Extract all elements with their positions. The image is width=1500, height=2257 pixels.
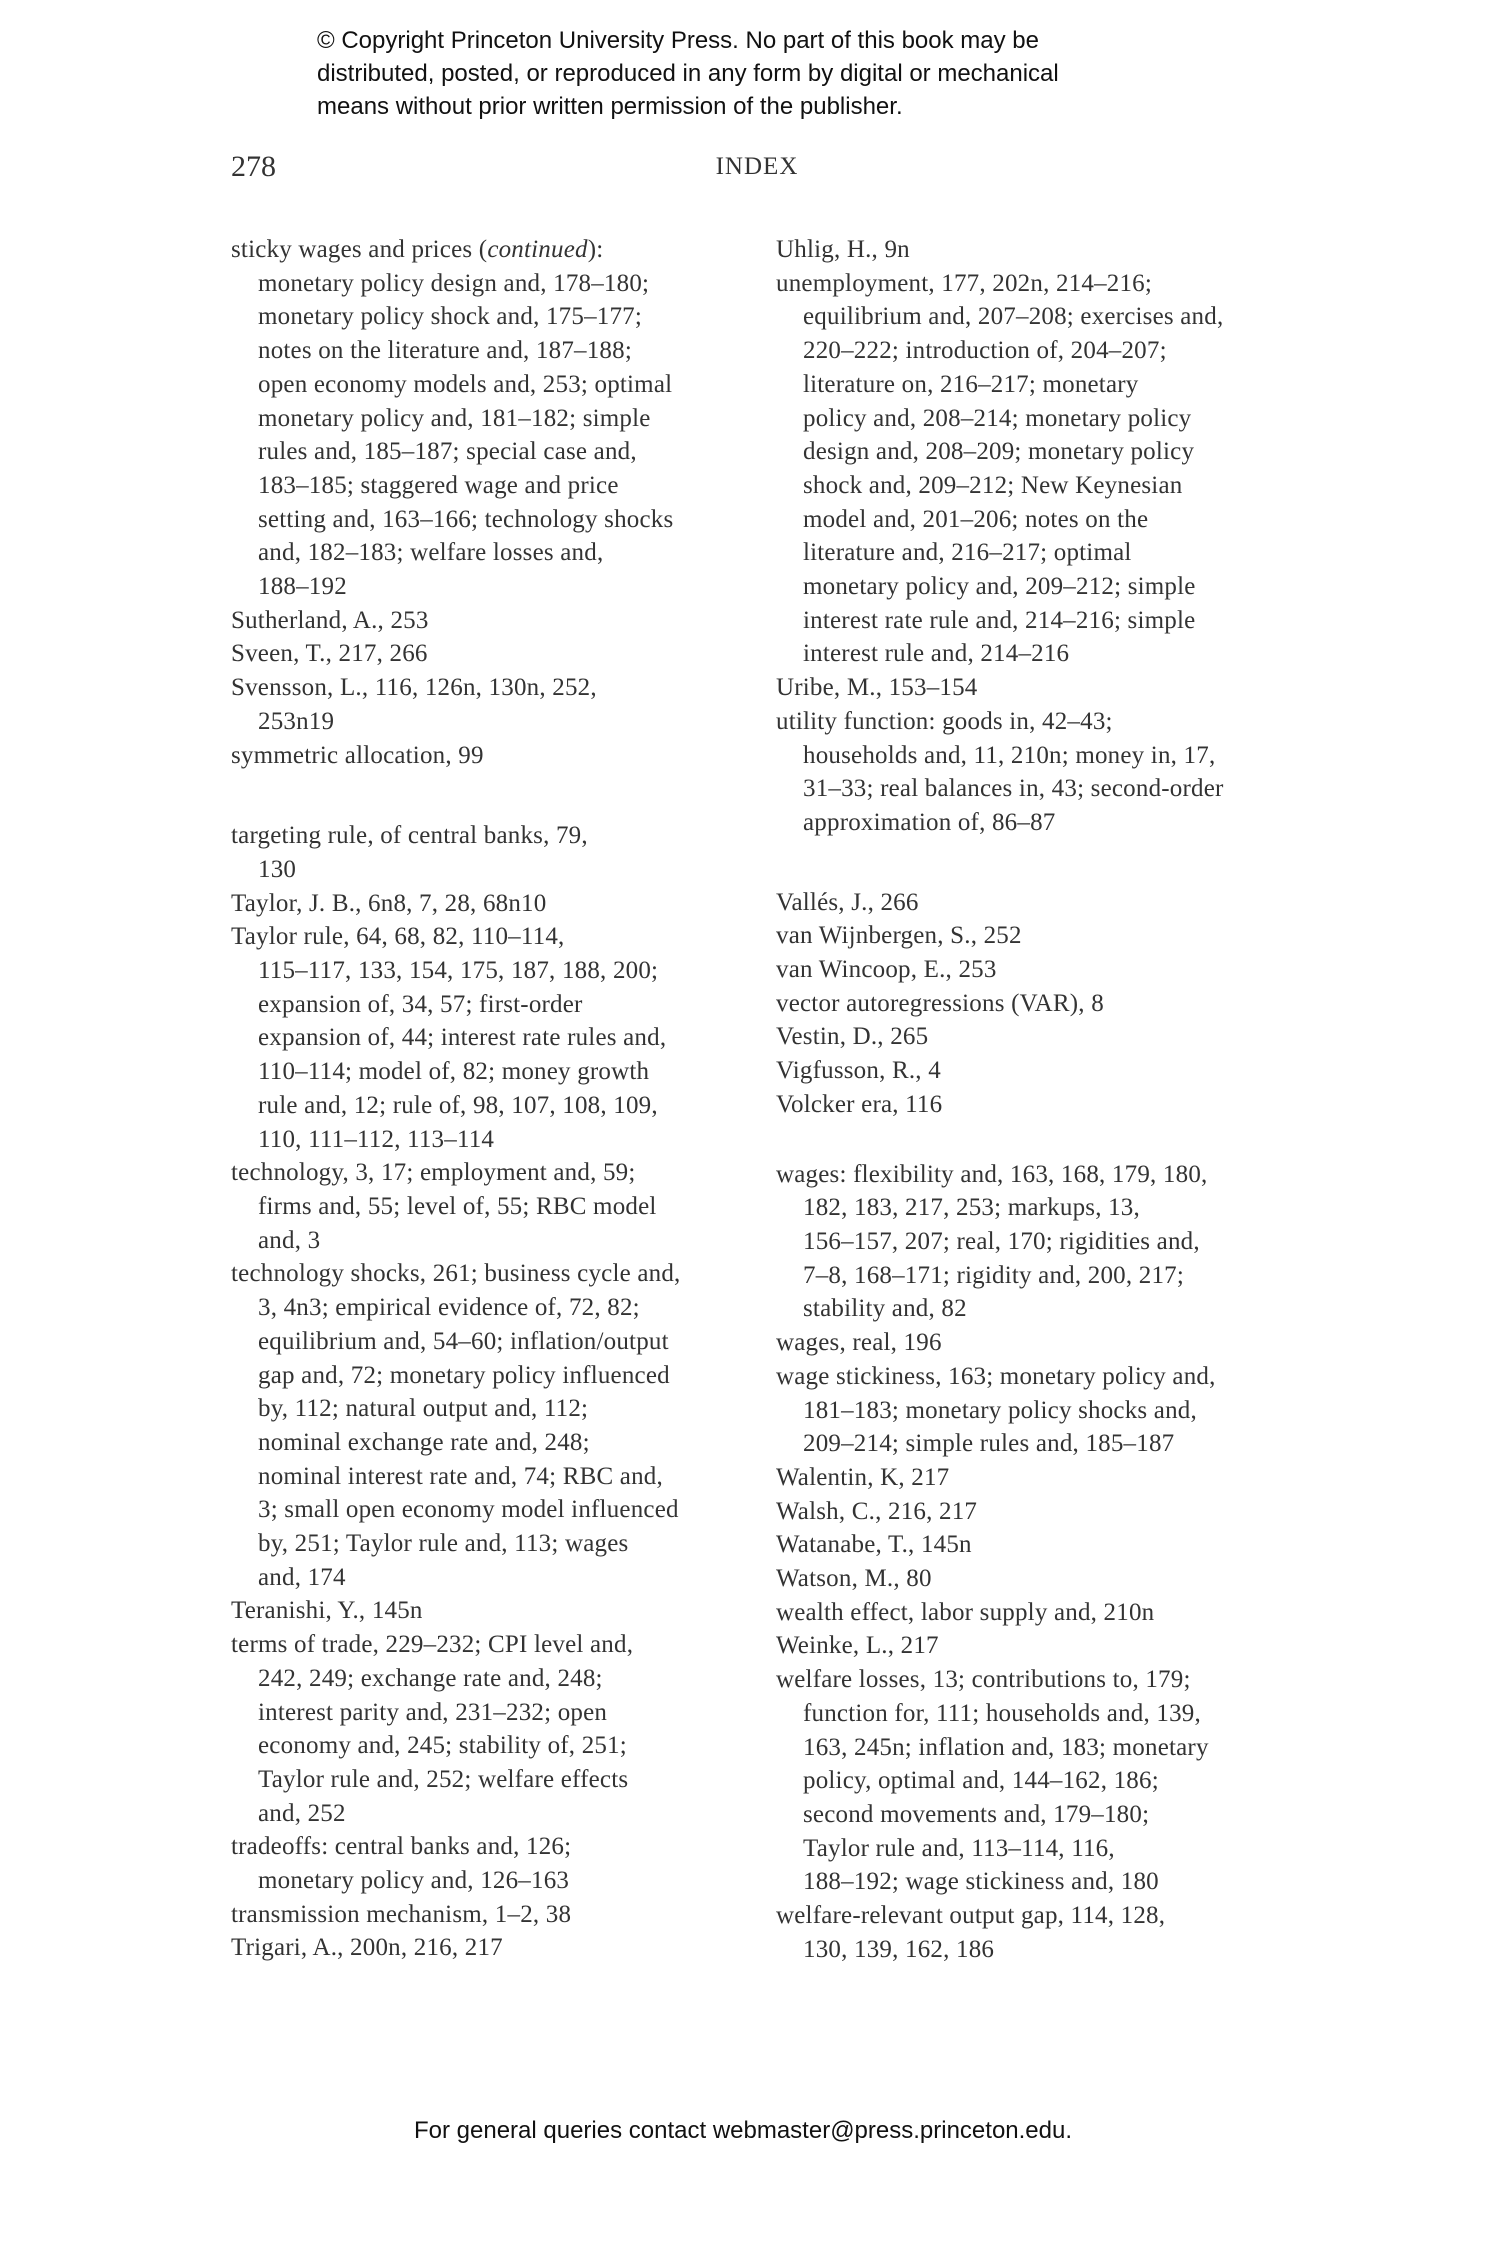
index-entry-subline: 110, 111–112, 113–114 <box>258 1125 495 1153</box>
index-entry <box>231 1594 761 1628</box>
index-entry-subline: gap and, 72; monetary policy influenced <box>258 1361 670 1389</box>
index-entry-heading: Uhlig, H., 9n <box>776 236 910 263</box>
index-entry-subline: literature on, 216–217; monetary <box>803 370 1139 398</box>
index-entry <box>776 705 1306 840</box>
index-entry-heading: transmission mechanism, 1–2, 38 <box>231 1900 572 1928</box>
entry-text: ): <box>587 236 604 263</box>
index-entry-heading: wages, real, 196 <box>776 1329 942 1357</box>
index-entry-subline: 115–117, 133, 154, 175, 187, 188, 200; <box>258 957 659 985</box>
index-entry-heading: tradeoffs: central banks and, 126; <box>231 1833 572 1861</box>
index-entry <box>231 1257 761 1594</box>
section-gap <box>776 1122 1306 1158</box>
index-entry <box>776 1088 1306 1122</box>
index-entry-subline: and, 174 <box>258 1563 346 1591</box>
index-entry <box>776 1596 1306 1630</box>
index-entry-subline: nominal interest rate and, 74; RBC and, <box>258 1462 663 1490</box>
index-entry-heading: Teranishi, Y., 145n <box>231 1597 423 1625</box>
index-entry-subline: by, 112; natural output and, 112; <box>258 1395 589 1423</box>
index-entry <box>776 671 1306 705</box>
index-entry-heading: Vigfusson, R., 4 <box>776 1057 941 1085</box>
index-entry <box>776 1020 1306 1054</box>
copyright-notice <box>317 24 1059 123</box>
index-entry-subline: rules and, 185–187; special case and, <box>258 438 637 466</box>
index-entry <box>231 1628 761 1830</box>
index-entry-heading: terms of trade, 229–232; CPI level and, <box>231 1631 634 1659</box>
entry-text: sticky wages and prices ( <box>231 236 488 263</box>
index-entry-subline: setting and, 163–166; technology shocks <box>258 505 674 533</box>
index-entry <box>776 987 1306 1021</box>
index-entry <box>776 233 1306 267</box>
index-entry-subline: second movements and, 179–180; <box>803 1800 1150 1828</box>
section-gap <box>231 772 761 819</box>
index-entry-subline: by, 251; Taylor rule and, 113; wages <box>258 1530 629 1558</box>
index-entry-subline: 209–214; simple rules and, 185–187 <box>803 1430 1175 1458</box>
running-head: INDEX <box>715 153 799 180</box>
index-entry-subline: Taylor rule and, 252; welfare effects <box>258 1765 629 1793</box>
page-number: 278 <box>231 150 276 183</box>
index-entry-subline: 130, 139, 162, 186 <box>803 1935 995 1963</box>
index-entry <box>231 233 761 604</box>
index-entry-subline: and, 182–183; welfare losses and, <box>258 539 604 567</box>
index-entry-subline: 31–33; real balances in, 43; second-order <box>803 775 1224 803</box>
index-entry-subline: notes on the literature and, 187–188; <box>258 337 632 365</box>
index-entry <box>776 1326 1306 1360</box>
index-entry-subline: nominal exchange rate and, 248; <box>258 1428 590 1456</box>
index-entry <box>776 1461 1306 1495</box>
index-entry-heading: Watanabe, T., 145n <box>776 1531 972 1559</box>
index-entry <box>231 920 761 1156</box>
index-entry <box>231 604 761 638</box>
index-entry-subline: 7–8, 168–171; rigidity and, 200, 217; <box>803 1261 1184 1289</box>
index-entry <box>231 1830 761 1897</box>
index-entry <box>776 1360 1306 1461</box>
index-entry <box>231 739 761 773</box>
index-entry-heading: welfare-relevant output gap, 114, 128, <box>776 1902 1166 1930</box>
index-entry <box>231 671 761 738</box>
index-entry-subline: Taylor rule and, 113–114, 116, <box>803 1834 1115 1862</box>
index-entry-subline: policy, optimal and, 144–162, 186; <box>803 1767 1159 1795</box>
index-entry-subline: 188–192 <box>258 573 347 601</box>
index-entry-subline: firms and, 55; level of, 55; RBC model <box>258 1192 657 1220</box>
index-entry <box>231 1898 761 1932</box>
index-entry-heading: Watson, M., 80 <box>776 1565 932 1593</box>
index-entry-heading: technology shocks, 261; business cycle and, <box>231 1260 681 1288</box>
index-entry-heading: Volcker era, 116 <box>776 1090 943 1118</box>
index-column-left <box>231 233 761 1965</box>
index-column-right <box>776 233 1306 1966</box>
index-entry <box>776 1054 1306 1088</box>
index-entry-subline: 242, 249; exchange rate and, 248; <box>258 1664 603 1692</box>
index-entry-subline: interest rate rule and, 214–216; simple <box>803 606 1196 634</box>
copyright-line: distributed, posted, or reproduced in any form by digital or mechanical <box>317 60 1059 87</box>
index-entry-subline: 163, 245n; inflation and, 183; monetary <box>803 1733 1209 1761</box>
index-entry <box>231 1156 761 1257</box>
index-entry-subline: and, 3 <box>258 1226 321 1254</box>
index-entry-subline: 182, 183, 217, 253; markups, 13, <box>803 1194 1140 1222</box>
index-entry-subline: monetary policy and, 126–163 <box>258 1867 570 1895</box>
index-entry <box>776 1663 1306 1899</box>
index-entry <box>776 1528 1306 1562</box>
index-entry-subline: stability and, 82 <box>803 1295 967 1323</box>
index-entry-subline: 3, 4n3; empirical evidence of, 72, 82; <box>258 1294 640 1322</box>
index-entry-subline: and, 252 <box>258 1799 346 1827</box>
index-entry-heading: Uribe, M., 153–154 <box>776 674 978 702</box>
index-entry-heading: Sutherland, A., 253 <box>231 606 429 634</box>
index-entry-subline: 183–185; staggered wage and price <box>258 471 619 499</box>
index-entry-subline: open economy models and, 253; optimal <box>258 370 673 398</box>
index-entry-heading: Taylor rule, 64, 68, 82, 110–114, <box>231 923 565 951</box>
index-entry-heading: technology, 3, 17; employment and, 59; <box>231 1159 636 1187</box>
index-entry <box>776 886 1306 920</box>
index-entry-subline: function for, 111; households and, 139, <box>803 1699 1201 1727</box>
index-entry-line <box>231 233 761 267</box>
index-entry-heading: wage stickiness, 163; monetary policy and, <box>776 1362 1216 1390</box>
index-entry <box>776 953 1306 987</box>
index-entry-heading: Vallés, J., 266 <box>776 888 919 916</box>
index-entry-subline: literature and, 216–217; optimal <box>803 539 1132 567</box>
entry-italic-text: continued <box>487 236 588 263</box>
index-entry <box>231 819 761 886</box>
index-entry <box>776 267 1306 671</box>
index-entry-subline: 253n19 <box>258 707 335 735</box>
index-entry-subline: 181–183; monetary policy shocks and, <box>803 1396 1197 1424</box>
index-entry-subline: expansion of, 44; interest rate rules and, <box>258 1024 667 1052</box>
index-entry-heading: Walentin, K, 217 <box>776 1463 950 1491</box>
index-entry-heading: symmetric allocation, 99 <box>231 741 484 769</box>
copyright-line: means without prior written permission of the publisher. <box>317 93 903 120</box>
index-entry-subline: economy and, 245; stability of, 251; <box>258 1732 627 1760</box>
index-entry-subline: 156–157, 207; real, 170; rigidities and, <box>803 1227 1200 1255</box>
index-entry-subline: 3; small open economy model influenced <box>258 1496 679 1524</box>
index-entry-subline: model and, 201–206; notes on the <box>803 505 1149 533</box>
index-entry-heading: Vestin, D., 265 <box>776 1023 929 1051</box>
index-entry-heading: Svensson, L., 116, 126n, 130n, 252, <box>231 674 597 702</box>
index-entry <box>231 1931 761 1965</box>
index-entry-heading: van Wincoop, E., 253 <box>776 956 997 984</box>
index-entry <box>776 1495 1306 1529</box>
index-entry <box>776 919 1306 953</box>
index-entry-heading: utility function: goods in, 42–43; <box>776 707 1113 735</box>
index-entry-subline: monetary policy shock and, 175–177; <box>258 303 643 331</box>
index-entry-subline: 188–192; wage stickiness and, 180 <box>803 1868 1159 1896</box>
section-gap <box>776 840 1306 886</box>
index-entry-subline: monetary policy and, 181–182; simple <box>258 404 651 432</box>
index-entry-heading: welfare losses, 13; contributions to, 179; <box>776 1666 1191 1694</box>
index-entry-heading: van Wijnbergen, S., 252 <box>776 922 1022 950</box>
index-entry-heading: vector autoregressions (VAR), 8 <box>776 989 1104 1017</box>
index-entry-heading: wealth effect, labor supply and, 210n <box>776 1598 1155 1626</box>
index-entry-subline: households and, 11, 210n; money in, 17, <box>803 741 1216 769</box>
index-entry-subline: monetary policy design and, 178–180; <box>258 269 650 297</box>
index-entry <box>776 1158 1306 1327</box>
index-entry-subline: equilibrium and, 207–208; exercises and, <box>803 303 1224 331</box>
index-entry-subline: approximation of, 86–87 <box>803 808 1056 836</box>
index-entry-subline: 130 <box>258 855 297 883</box>
index-entry-heading: Weinke, L., 217 <box>776 1632 939 1660</box>
copyright-line: © Copyright Princeton University Press. No part of this book may be <box>317 27 1039 54</box>
index-entry <box>231 887 761 921</box>
index-entry <box>231 637 761 671</box>
index-entry-heading: targeting rule, of central banks, 79, <box>231 822 588 850</box>
index-entry-heading: Trigari, A., 200n, 216, 217 <box>231 1934 503 1962</box>
index-entry-subline: monetary policy and, 209–212; simple <box>803 573 1196 601</box>
index-entry-subline: rule and, 12; rule of, 98, 107, 108, 109, <box>258 1091 658 1119</box>
index-entry-heading: Walsh, C., 216, 217 <box>776 1497 978 1525</box>
index-entry-subline: 220–222; introduction of, 204–207; <box>803 337 1167 365</box>
index-entry <box>776 1629 1306 1663</box>
index-entry <box>776 1562 1306 1596</box>
index-entry-subline: expansion of, 34, 57; first-order <box>258 990 583 1018</box>
index-entry-subline: 110–114; model of, 82; money growth <box>258 1058 650 1086</box>
index-entry-heading: wages: flexibility and, 163, 168, 179, 180, <box>776 1160 1208 1188</box>
index-entry-subline: interest parity and, 231–232; open <box>258 1698 608 1726</box>
index-entry-heading: Taylor, J. B., 6n8, 7, 28, 68n10 <box>231 889 547 917</box>
index-entry-heading: Sveen, T., 217, 266 <box>231 640 428 668</box>
index-entry-subline: policy and, 208–214; monetary policy <box>803 404 1192 432</box>
index-entry-subline: shock and, 209–212; New Keynesian <box>803 471 1183 499</box>
index-entry <box>776 1899 1306 1966</box>
index-entry-subline: interest rule and, 214–216 <box>803 640 1070 668</box>
index-entry-heading: unemployment, 177, 202n, 214–216; <box>776 269 1153 297</box>
index-entry-subline: equilibrium and, 54–60; inflation/output <box>258 1327 669 1355</box>
footer-contact: For general queries contact webmaster@press.princeton.edu. <box>413 2117 1073 2144</box>
index-entry-subline: design and, 208–209; monetary policy <box>803 438 1195 466</box>
